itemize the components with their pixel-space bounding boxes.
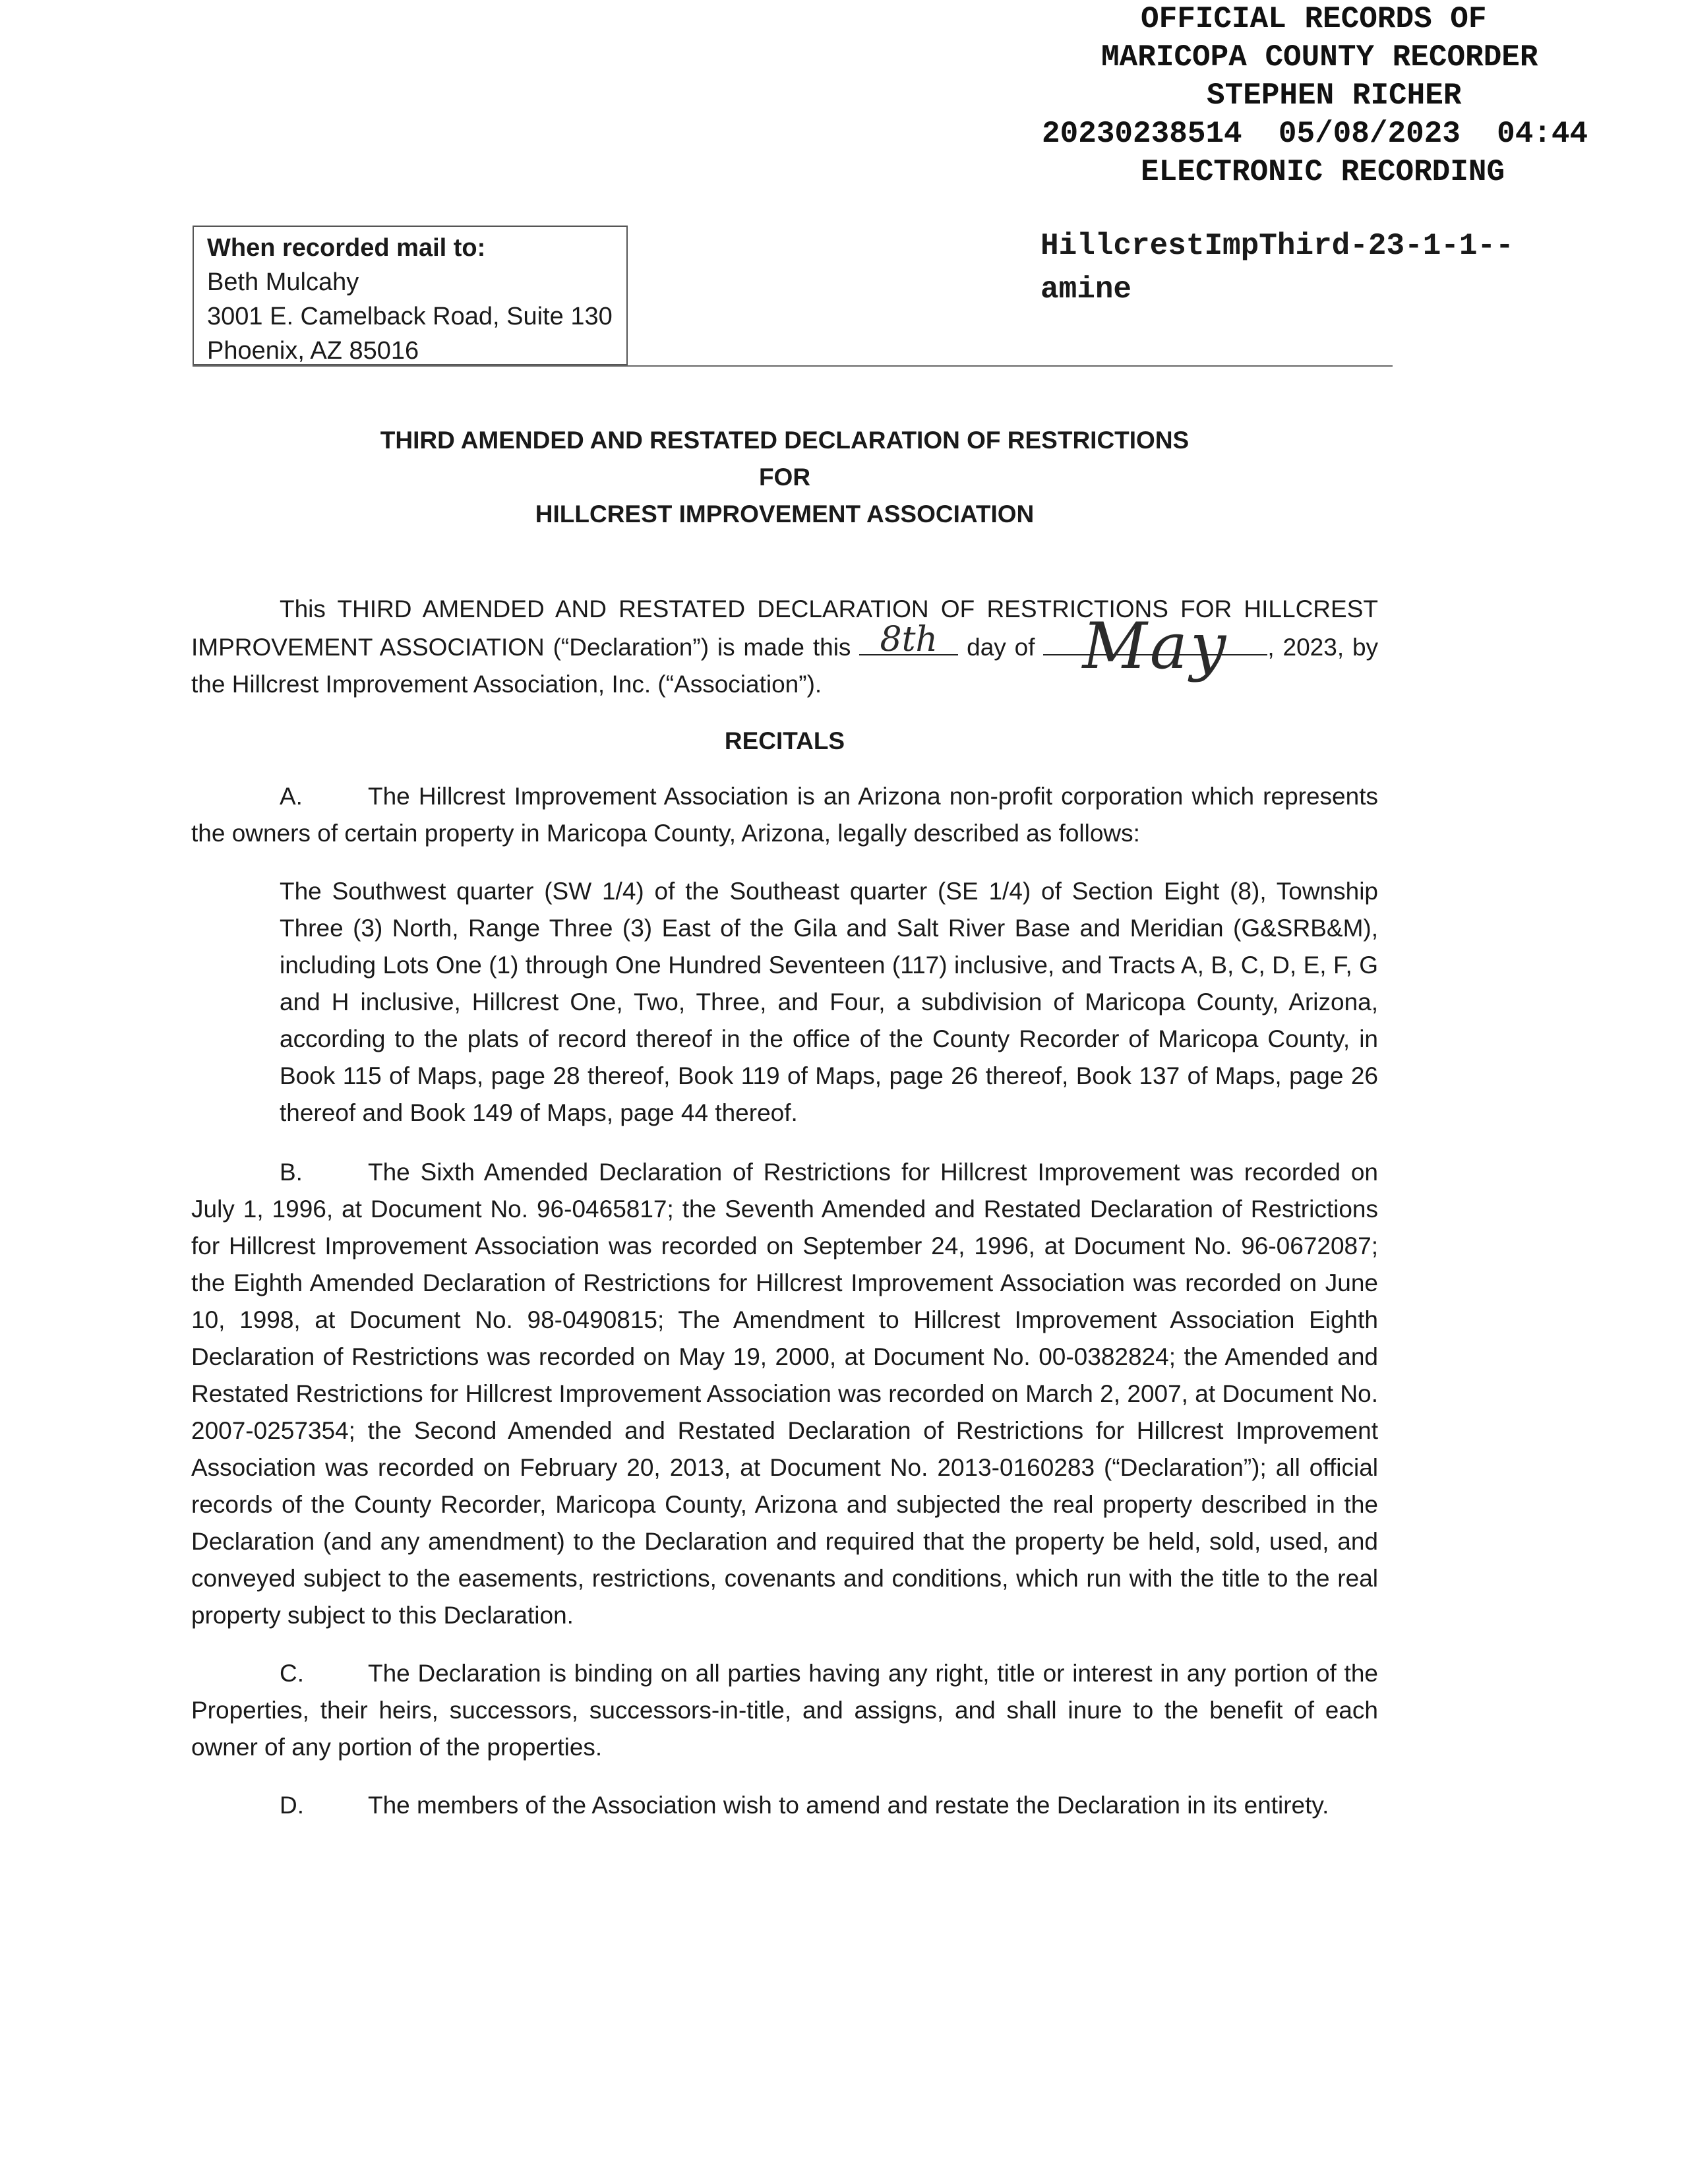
intro-paragraph bbox=[191, 591, 1378, 703]
day-blank bbox=[859, 620, 958, 659]
title-line-1: THIRD AMENDED AND RESTATED DECLARATION OF RESTRICTIONS bbox=[380, 427, 1190, 454]
title-line-3: HILLCREST IMPROVEMENT ASSOCIATION bbox=[535, 501, 1035, 528]
recital-a-text: The Hillcrest Improvement Association is an Arizona non-profit corporation which represents the owners of certain property in Maricopa County, Arizona, legally described as follows: bbox=[191, 783, 1378, 847]
mail-to-city: Phoenix, AZ 85016 bbox=[207, 337, 419, 365]
mail-to-box bbox=[193, 226, 628, 365]
recital-c bbox=[191, 1655, 1378, 1766]
recital-d-label: D. bbox=[280, 1792, 304, 1819]
recital-b-text: The Sixth Amended Declaration of Restrictions for Hillcrest Improvement was recorded on July 1, 1996, at Document No. 96-0465817; the Seventh Amended and Restated Declaration of Restrictions for Hillcrest Improvement Association was recorded on September 24, 1996, at Document No. 96-0672087; the Eighth Amended Declaration of Restrictions for Hillcrest Improvement Association was recorded on June 10, 1998, at Document No. 98-0490815; The Amendment to Hillcrest Improvement Association Eighth Declaration of Restrictions was recorded on May 19, 2000, at Document No. 00-0382824; the Amended and Restated Restrictions for Hillcrest Improvement Association was recorded on March 2, 2007, at Document No. 2007-0257354; the Second Amended and Restated Declaration of Restrictions for Hillcrest Improvement Association was recorded on February 20, 2013, at Document No. 2013-0160283 (“Declaration”); all official records of the County Recorder, Maricopa County, Arizona and subjected the real property described in the Declaration (and any amendment) to the Declaration and required that the property be held, sold, used, and conveyed subject to the easements, restrictions, covenants and conditions, which run with the title to the real property subject to this Declaration. bbox=[191, 1159, 1378, 1629]
document-title bbox=[191, 422, 1378, 533]
recital-a-label: A. bbox=[280, 783, 303, 810]
intro-text-2: day of bbox=[967, 634, 1035, 661]
legal-description: The Southwest quarter (SW 1/4) of the Southeast quarter (SE 1/4) of Section Eight (8), Township Three (3) North, Range Three (3) East of the Gila and Salt River Base and Meridian (G&SRB&M), including Lots One (1) through One Hundred Seventeen (117) inclusive, and Tracts A, B, C, D, E, F, G and H inclusive, Hillcrest One, Two, Three, and Four, a subdivision of Maricopa County, Arizona, according to the plats of record thereof in the office of the County Recorder of Maricopa County, in Book 115 of Maps, page 28 thereof, Book 119 of Maps, page 26 thereof, Book 137 of Maps, page 26 thereof and Book 149 of Maps, page 44 thereof. bbox=[280, 878, 1378, 1126]
recital-b bbox=[191, 1154, 1378, 1634]
stamp-line-recording-type: ELECTRONIC RECORDING bbox=[1141, 155, 1505, 189]
mail-to-name: Beth Mulcahy bbox=[207, 268, 359, 296]
stamp-line-record-number: 20230238514 05/08/2023 04:44 bbox=[1042, 117, 1588, 151]
stamp-line-office: OFFICIAL RECORDS OF bbox=[1141, 2, 1487, 36]
header-divider bbox=[193, 365, 1393, 367]
stamp-line-county: MARICOPA COUNTY RECORDER bbox=[1101, 40, 1538, 75]
recital-a bbox=[191, 778, 1378, 852]
handwritten-month: May bbox=[1082, 609, 1229, 683]
intro-text-3: , 2023, by the Hillcrest Improvement Association, Inc. (“Association”). bbox=[191, 634, 1379, 698]
recital-b-label: B. bbox=[280, 1159, 303, 1186]
document-id bbox=[1040, 224, 1634, 311]
mail-to-street: 3001 E. Camelback Road, Suite 130 bbox=[207, 303, 613, 330]
recital-c-text: The Declaration is binding on all parties having any right, title or interest in any portion of the Properties, their heirs, successors, successors-in-title, and assigns, and shall inure to the benefit of each owner of any portion of the properties. bbox=[191, 1660, 1378, 1761]
stamp-line-recorder-name: STEPHEN RICHER bbox=[1207, 78, 1462, 113]
handwritten-day: 8th bbox=[880, 620, 938, 659]
recitals-heading: RECITALS bbox=[724, 727, 845, 754]
document-id-line-2: amine bbox=[1040, 272, 1132, 307]
document-id-line-1: HillcrestImpThird-23-1-1-- bbox=[1040, 229, 1514, 263]
intro-text-1: This THIRD AMENDED AND RESTATED DECLARATION OF RESTRICTIONS FOR HILLCREST IMPROVEMENT ASSOCIATION (“Declaration”) is made this bbox=[191, 595, 1378, 661]
recital-d bbox=[191, 1787, 1378, 1824]
mail-to-heading: When recorded mail to: bbox=[207, 234, 486, 262]
recorder-stamp bbox=[1015, 0, 1688, 191]
recital-d-text: The members of the Association wish to amend and restate the Declaration in its entirety. bbox=[368, 1792, 1329, 1819]
recital-c-label: C. bbox=[280, 1660, 304, 1687]
month-blank bbox=[1043, 609, 1267, 683]
title-line-2: FOR bbox=[758, 464, 811, 491]
